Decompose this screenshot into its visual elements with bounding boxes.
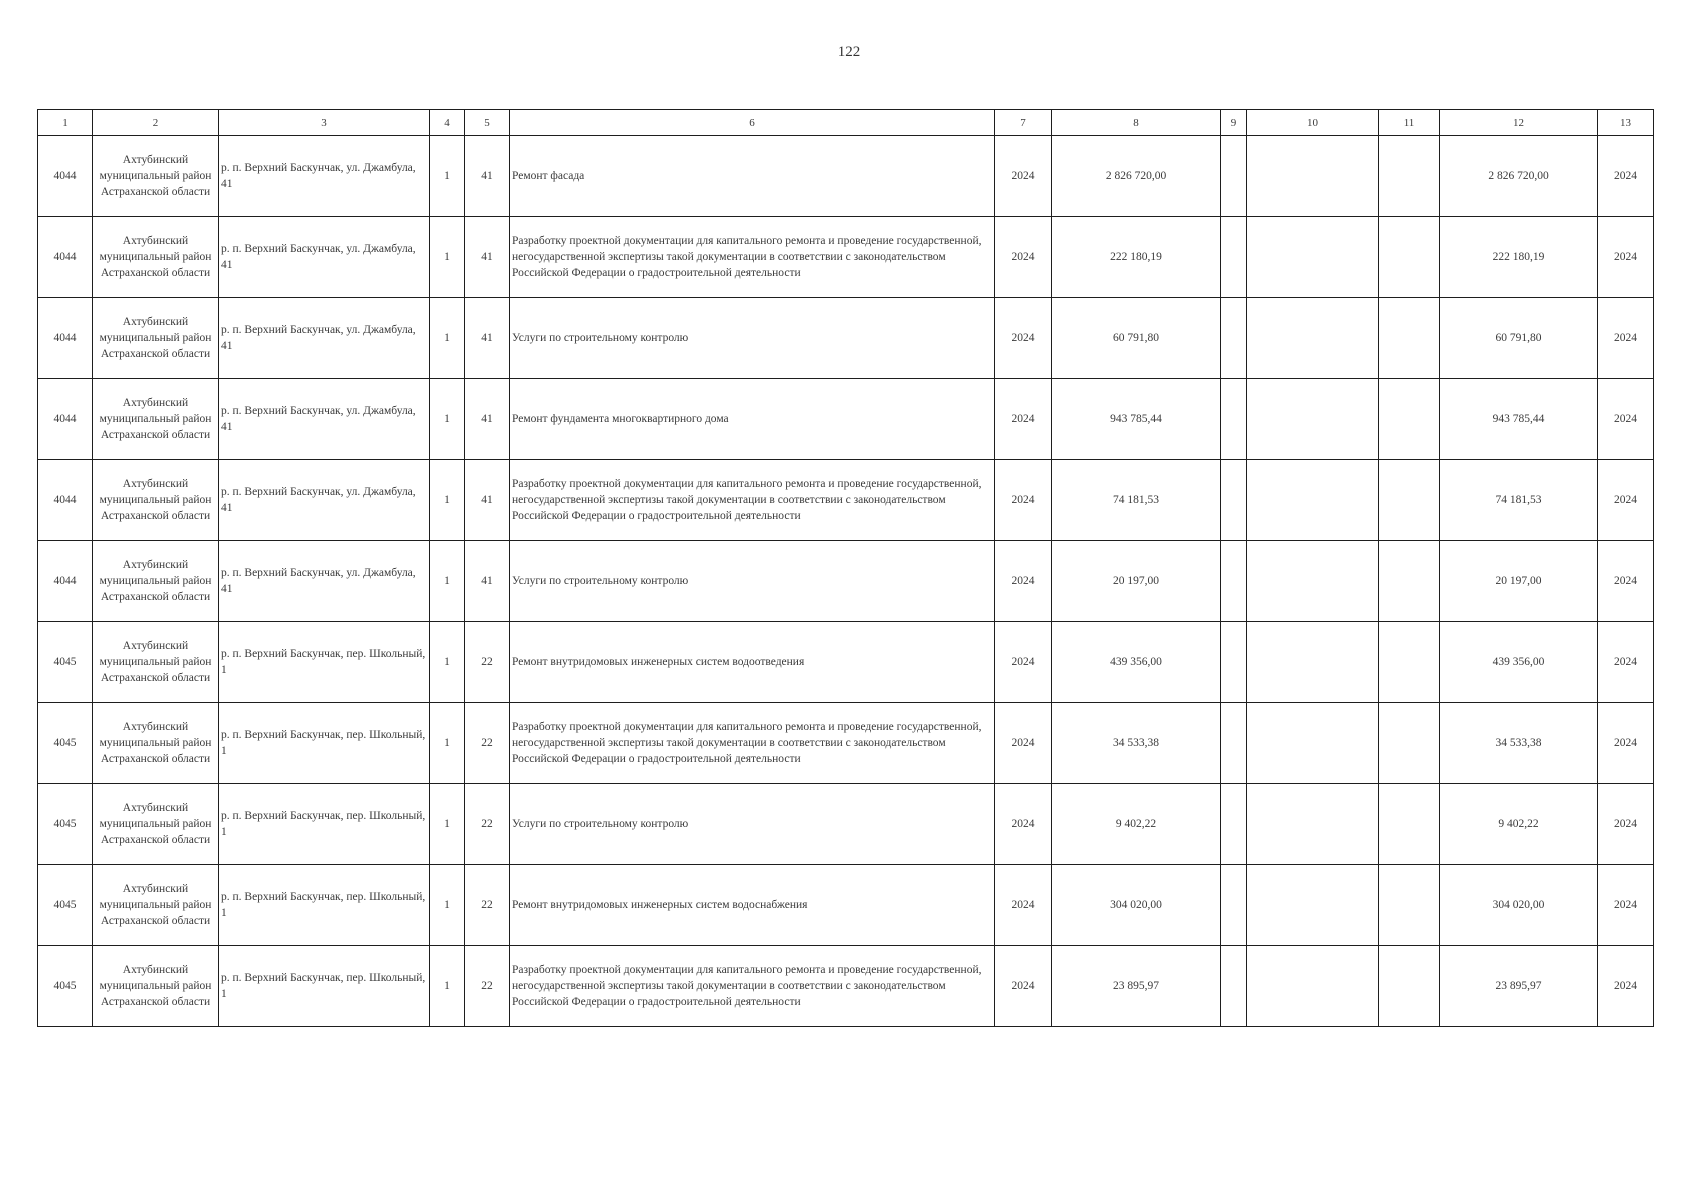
col-10-cell (1247, 460, 1379, 541)
house-id-cell: 4044 (38, 541, 93, 622)
table-row (38, 298, 1654, 379)
table-row (38, 946, 1654, 1027)
col-4-cell: 1 (430, 703, 465, 784)
house-id-cell: 4045 (38, 622, 93, 703)
year-cell: 2024 (995, 541, 1052, 622)
total-cost-cell: 304 020,00 (1440, 865, 1598, 946)
year-cell: 2024 (995, 217, 1052, 298)
total-cost-cell: 60 791,80 (1440, 298, 1598, 379)
col-4-cell: 1 (430, 865, 465, 946)
address-cell: р. п. Верхний Баскунчак, ул. Джамбула, 41 (219, 541, 430, 622)
column-header: 1 (38, 110, 93, 136)
year-cell: 2024 (995, 460, 1052, 541)
col-5-cell: 41 (465, 217, 510, 298)
address-cell: р. п. Верхний Баскунчак, пер. Школьный, 1 (219, 622, 430, 703)
repair-program-table (37, 109, 1654, 1027)
municipality-cell: Ахтубинский муниципальный район Астраханской области (93, 784, 219, 865)
total-cost-cell: 74 181,53 (1440, 460, 1598, 541)
col-10-cell (1247, 622, 1379, 703)
year-cell: 2024 (995, 379, 1052, 460)
column-header: 12 (1440, 110, 1598, 136)
col-10-cell (1247, 865, 1379, 946)
address-cell: р. п. Верхний Баскунчак, ул. Джамбула, 41 (219, 379, 430, 460)
table-row (38, 541, 1654, 622)
total-cost-cell: 20 197,00 (1440, 541, 1598, 622)
completion-year-cell: 2024 (1598, 703, 1654, 784)
address-cell: р. п. Верхний Баскунчак, ул. Джамбула, 41 (219, 298, 430, 379)
work-type-cell: Ремонт внутридомовых инженерных систем водоотведения (510, 622, 995, 703)
completion-year-cell: 2024 (1598, 460, 1654, 541)
address-cell: р. п. Верхний Баскунчак, пер. Школьный, 1 (219, 865, 430, 946)
municipality-cell: Ахтубинский муниципальный район Астраханской области (93, 379, 219, 460)
work-type-cell: Ремонт внутридомовых инженерных систем водоснабжения (510, 865, 995, 946)
house-id-cell: 4044 (38, 460, 93, 541)
cost-cell: 222 180,19 (1052, 217, 1221, 298)
work-type-cell: Разработку проектной документации для капитального ремонта и проведение государственной, негосударственной экспертизы такой документации в соответствии с законодательством Российской Федерации о градостроительной деятельности (510, 460, 995, 541)
work-type-cell: Ремонт фундамента многоквартирного дома (510, 379, 995, 460)
year-cell: 2024 (995, 298, 1052, 379)
year-cell: 2024 (995, 946, 1052, 1027)
address-cell: р. п. Верхний Баскунчак, пер. Школьный, 1 (219, 703, 430, 784)
col-4-cell: 1 (430, 298, 465, 379)
cost-cell: 9 402,22 (1052, 784, 1221, 865)
table-row (38, 460, 1654, 541)
table-row (38, 217, 1654, 298)
col-9-cell (1221, 136, 1247, 217)
municipality-cell: Ахтубинский муниципальный район Астраханской области (93, 622, 219, 703)
work-type-cell: Ремонт фасада (510, 136, 995, 217)
total-cost-cell: 34 533,38 (1440, 703, 1598, 784)
col-5-cell: 22 (465, 622, 510, 703)
col-11-cell (1379, 946, 1440, 1027)
table-row (38, 784, 1654, 865)
col-4-cell: 1 (430, 217, 465, 298)
col-9-cell (1221, 460, 1247, 541)
house-id-cell: 4044 (38, 298, 93, 379)
completion-year-cell: 2024 (1598, 217, 1654, 298)
col-9-cell (1221, 541, 1247, 622)
cost-cell: 2 826 720,00 (1052, 136, 1221, 217)
cost-cell: 74 181,53 (1052, 460, 1221, 541)
table-row (38, 703, 1654, 784)
work-type-cell: Разработку проектной документации для капитального ремонта и проведение государственной, негосударственной экспертизы такой документации в соответствии с законодательством Российской Федерации о градостроительной деятельности (510, 946, 995, 1027)
column-header: 6 (510, 110, 995, 136)
col-4-cell: 1 (430, 136, 465, 217)
col-9-cell (1221, 865, 1247, 946)
col-5-cell: 22 (465, 865, 510, 946)
municipality-cell: Ахтубинский муниципальный район Астраханской области (93, 865, 219, 946)
work-type-cell: Услуги по строительному контролю (510, 541, 995, 622)
completion-year-cell: 2024 (1598, 865, 1654, 946)
col-4-cell: 1 (430, 946, 465, 1027)
municipality-cell: Ахтубинский муниципальный район Астраханской области (93, 136, 219, 217)
cost-cell: 34 533,38 (1052, 703, 1221, 784)
completion-year-cell: 2024 (1598, 946, 1654, 1027)
cost-cell: 60 791,80 (1052, 298, 1221, 379)
cost-cell: 304 020,00 (1052, 865, 1221, 946)
col-11-cell (1379, 541, 1440, 622)
year-cell: 2024 (995, 622, 1052, 703)
address-cell: р. п. Верхний Баскунчак, пер. Школьный, 1 (219, 784, 430, 865)
house-id-cell: 4045 (38, 865, 93, 946)
house-id-cell: 4044 (38, 217, 93, 298)
total-cost-cell: 222 180,19 (1440, 217, 1598, 298)
col-10-cell (1247, 217, 1379, 298)
work-type-cell: Разработку проектной документации для капитального ремонта и проведение государственной, негосударственной экспертизы такой документации в соответствии с законодательством Российской Федерации о градостроительной деятельности (510, 703, 995, 784)
completion-year-cell: 2024 (1598, 784, 1654, 865)
col-4-cell: 1 (430, 622, 465, 703)
municipality-cell: Ахтубинский муниципальный район Астраханской области (93, 703, 219, 784)
completion-year-cell: 2024 (1598, 622, 1654, 703)
col-11-cell (1379, 217, 1440, 298)
column-header: 8 (1052, 110, 1221, 136)
col-4-cell: 1 (430, 379, 465, 460)
col-10-cell (1247, 136, 1379, 217)
year-cell: 2024 (995, 136, 1052, 217)
completion-year-cell: 2024 (1598, 379, 1654, 460)
address-cell: р. п. Верхний Баскунчак, ул. Джамбула, 41 (219, 217, 430, 298)
col-10-cell (1247, 541, 1379, 622)
column-header: 9 (1221, 110, 1247, 136)
col-5-cell: 22 (465, 946, 510, 1027)
col-11-cell (1379, 865, 1440, 946)
col-11-cell (1379, 298, 1440, 379)
total-cost-cell: 23 895,97 (1440, 946, 1598, 1027)
year-cell: 2024 (995, 865, 1052, 946)
col-11-cell (1379, 460, 1440, 541)
col-5-cell: 41 (465, 379, 510, 460)
col-9-cell (1221, 784, 1247, 865)
house-id-cell: 4045 (38, 784, 93, 865)
col-10-cell (1247, 946, 1379, 1027)
column-header: 4 (430, 110, 465, 136)
col-5-cell: 41 (465, 460, 510, 541)
column-number-row (38, 110, 1654, 136)
table-row (38, 379, 1654, 460)
municipality-cell: Ахтубинский муниципальный район Астраханской области (93, 217, 219, 298)
work-type-cell: Разработку проектной документации для капитального ремонта и проведение государственной, негосударственной экспертизы такой документации в соответствии с законодательством Российской Федерации о градостроительной деятельности (510, 217, 995, 298)
address-cell: р. п. Верхний Баскунчак, ул. Джамбула, 41 (219, 136, 430, 217)
col-9-cell (1221, 946, 1247, 1027)
completion-year-cell: 2024 (1598, 136, 1654, 217)
col-5-cell: 41 (465, 541, 510, 622)
year-cell: 2024 (995, 784, 1052, 865)
column-header: 3 (219, 110, 430, 136)
address-cell: р. п. Верхний Баскунчак, пер. Школьный, 1 (219, 946, 430, 1027)
col-9-cell (1221, 622, 1247, 703)
house-id-cell: 4045 (38, 946, 93, 1027)
col-11-cell (1379, 622, 1440, 703)
column-header: 5 (465, 110, 510, 136)
cost-cell: 943 785,44 (1052, 379, 1221, 460)
column-header: 13 (1598, 110, 1654, 136)
col-10-cell (1247, 298, 1379, 379)
column-header: 7 (995, 110, 1052, 136)
cost-cell: 439 356,00 (1052, 622, 1221, 703)
house-id-cell: 4045 (38, 703, 93, 784)
table-row (38, 136, 1654, 217)
cost-cell: 23 895,97 (1052, 946, 1221, 1027)
house-id-cell: 4044 (38, 379, 93, 460)
column-header: 2 (93, 110, 219, 136)
total-cost-cell: 943 785,44 (1440, 379, 1598, 460)
work-type-cell: Услуги по строительному контролю (510, 784, 995, 865)
col-9-cell (1221, 217, 1247, 298)
column-header: 10 (1247, 110, 1379, 136)
table-row (38, 865, 1654, 946)
col-10-cell (1247, 703, 1379, 784)
col-5-cell: 41 (465, 136, 510, 217)
col-5-cell: 41 (465, 298, 510, 379)
col-11-cell (1379, 703, 1440, 784)
house-id-cell: 4044 (38, 136, 93, 217)
municipality-cell: Ахтубинский муниципальный район Астраханской области (93, 460, 219, 541)
col-9-cell (1221, 379, 1247, 460)
cost-cell: 20 197,00 (1052, 541, 1221, 622)
col-10-cell (1247, 379, 1379, 460)
col-4-cell: 1 (430, 784, 465, 865)
col-9-cell (1221, 703, 1247, 784)
col-9-cell (1221, 298, 1247, 379)
col-4-cell: 1 (430, 541, 465, 622)
col-5-cell: 22 (465, 703, 510, 784)
work-type-cell: Услуги по строительному контролю (510, 298, 995, 379)
col-11-cell (1379, 379, 1440, 460)
total-cost-cell: 2 826 720,00 (1440, 136, 1598, 217)
table-row (38, 622, 1654, 703)
total-cost-cell: 9 402,22 (1440, 784, 1598, 865)
col-11-cell (1379, 784, 1440, 865)
completion-year-cell: 2024 (1598, 541, 1654, 622)
col-10-cell (1247, 784, 1379, 865)
col-11-cell (1379, 136, 1440, 217)
total-cost-cell: 439 356,00 (1440, 622, 1598, 703)
column-header: 11 (1379, 110, 1440, 136)
year-cell: 2024 (995, 703, 1052, 784)
col-4-cell: 1 (430, 460, 465, 541)
municipality-cell: Ахтубинский муниципальный район Астраханской области (93, 541, 219, 622)
municipality-cell: Ахтубинский муниципальный район Астраханской области (93, 298, 219, 379)
municipality-cell: Ахтубинский муниципальный район Астраханской области (93, 946, 219, 1027)
page-number: 122 (837, 44, 861, 60)
col-5-cell: 22 (465, 784, 510, 865)
completion-year-cell: 2024 (1598, 298, 1654, 379)
address-cell: р. п. Верхний Баскунчак, ул. Джамбула, 41 (219, 460, 430, 541)
